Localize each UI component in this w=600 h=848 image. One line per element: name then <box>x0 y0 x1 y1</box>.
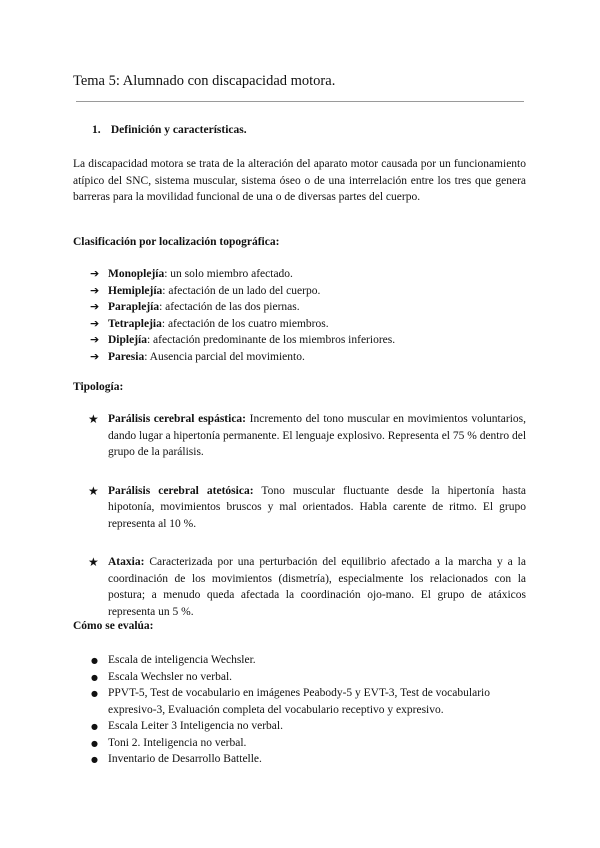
term-desc: : afectación de un lado del cuerpo. <box>162 284 321 297</box>
bullet-icon: ● <box>91 755 98 764</box>
bullet-icon: ● <box>91 738 98 748</box>
item-text: Escala Wechsler no verbal. <box>108 670 233 683</box>
list-item <box>88 483 526 533</box>
term: Parálisis cerebral espástica: <box>108 413 246 425</box>
term-desc: : afectación de las dos piernas. <box>159 301 300 313</box>
item-text: Inventario de Desarrollo Battelle. <box>108 753 262 765</box>
classification-heading: Clasificación por localización topográfica: <box>73 236 280 248</box>
list-item <box>88 554 526 620</box>
term: Monoplejía <box>108 268 165 280</box>
list-item <box>91 652 526 669</box>
list-item <box>90 349 395 366</box>
term-desc: : afectación predominante de los miembros inferiores. <box>146 334 396 346</box>
term: Diplejía <box>108 334 147 346</box>
section-heading <box>92 124 247 136</box>
section-number: 1. <box>92 124 101 136</box>
bullet-icon: ● <box>91 656 98 665</box>
bullet-icon: ● <box>91 722 98 731</box>
list-item <box>90 299 395 316</box>
list-item <box>91 669 526 686</box>
star-icon: ★ <box>88 555 99 569</box>
term-desc: Caracterizada por una perturbación del equilibrio afectado a la marcha y a la coordinación de los movimientos (dismetría), especialmente los relacionados con la postura; a menudo queda afectada la coordinación ojo-mano. El grupo de atáxicos representa un 5 %. <box>108 556 526 618</box>
title-divider <box>76 101 524 102</box>
item-text: Escala Leiter 3 Inteligencia no verbal. <box>108 720 283 732</box>
list-item <box>91 751 526 768</box>
classification-list <box>90 266 396 365</box>
arrow-icon: ➔ <box>90 267 100 280</box>
typology-heading: Tipología: <box>73 381 124 393</box>
term-desc: : un solo miembro afectado. <box>164 268 293 280</box>
list-item <box>90 266 395 283</box>
typology-list <box>88 411 527 642</box>
term: Tetraplejia <box>108 317 162 330</box>
arrow-icon: ➔ <box>90 333 100 346</box>
list-item <box>91 735 526 752</box>
term-desc: : afectación de los cuatro miembros. <box>161 317 329 330</box>
page-title: Tema 5: Alumnado con discapacidad motora. <box>73 73 336 89</box>
arrow-icon: ➔ <box>90 349 100 363</box>
term-desc: : Ausencia parcial del movimiento. <box>144 350 305 363</box>
list-item <box>90 332 396 349</box>
list-item <box>91 685 526 718</box>
bullet-icon: ● <box>91 689 98 698</box>
item-text: Escala de inteligencia Wechsler. <box>108 654 256 666</box>
arrow-icon: ➔ <box>90 316 100 330</box>
term: Paresia <box>108 350 145 363</box>
list-item <box>90 283 395 300</box>
bullet-icon: ● <box>91 672 98 682</box>
item-text: PPVT-5, Test de vocabulario en imágenes Peabody-5 y EVT-3, Test de vocabulario expresivo-3, Evaluación completa del vocabulario receptivo y expresivo. <box>108 687 490 716</box>
evaluation-list <box>91 652 526 768</box>
section-heading-text: Definición y características. <box>110 124 247 136</box>
evaluation-heading: Cómo se evalúa: <box>73 620 154 632</box>
star-icon: ★ <box>88 483 99 498</box>
list-item <box>88 411 527 461</box>
arrow-icon: ➔ <box>90 300 100 313</box>
term: Ataxia: <box>108 556 145 568</box>
term: Parálisis cerebral atetósica: <box>108 484 254 497</box>
star-icon: ★ <box>88 412 99 426</box>
term: Hemiplejía <box>108 284 163 297</box>
intro-paragraph: La discapacidad motora se trata de la alteración del aparato motor causada por un funcionamiento atípico del SNC, sistema muscular, sistema óseo o de una interrelación entre los tres que genera barreras para la movilidad funcional de una o de diversas partes del cuerpo. <box>73 158 526 203</box>
item-text: Toni 2. Inteligencia no verbal. <box>108 736 247 749</box>
term-desc: Tono muscular fluctuante desde la hipertonía hasta hipotonía, movimientos bruscos y mal orientados. Habla carente de ritmo. El grupo representa al 10 %. <box>108 484 526 530</box>
term: Paraplejía <box>108 301 160 313</box>
list-item <box>90 316 395 333</box>
list-item <box>91 718 526 735</box>
arrow-icon: ➔ <box>90 283 100 297</box>
term-desc: Incremento del tono muscular en movimientos voluntarios, dando lugar a hipertonía permanente. El lenguaje explosivo. Representa el 75 % dentro del grupo de la parálisis. <box>108 413 527 458</box>
